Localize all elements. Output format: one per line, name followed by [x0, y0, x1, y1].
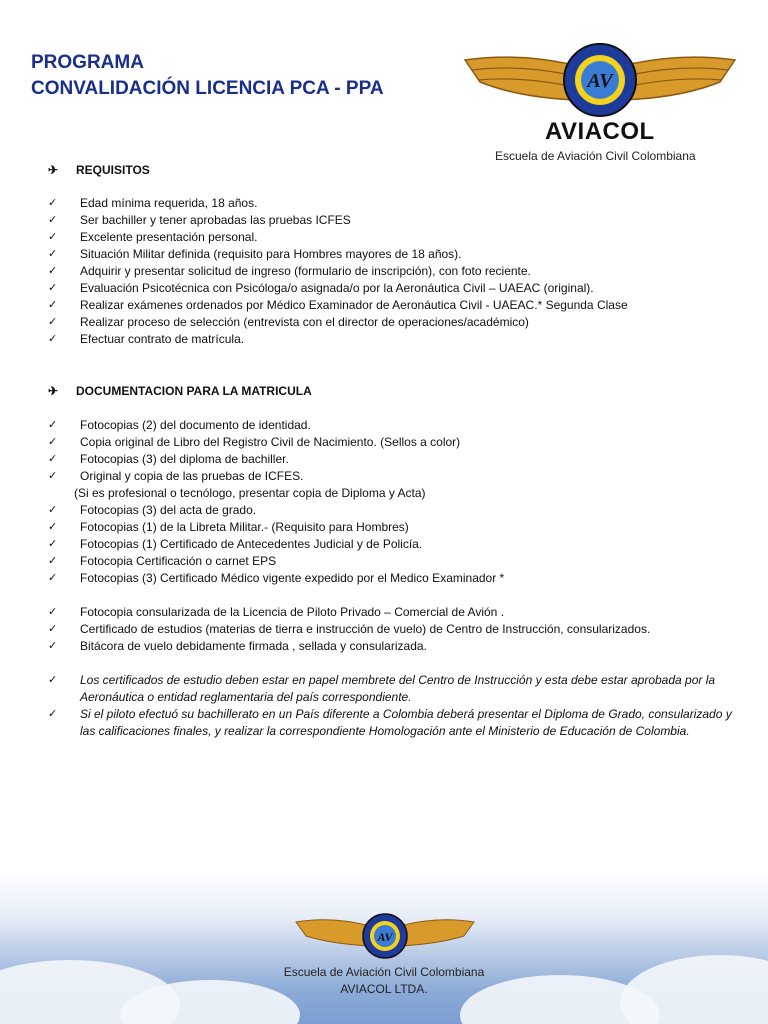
- list-item: ✓ Fotocopias (3) del acta de grado.: [48, 503, 257, 517]
- note-text: (Si es profesional o tecnólogo, presentar copia de Diploma y Acta): [74, 486, 426, 500]
- checkmark-icon: ✓: [48, 640, 58, 652]
- list-item: ✓ Evaluación Psicotécnica con Psicóloga/o asignada/o por la Aeronáutica Civil – UAEAC (original).: [48, 281, 594, 295]
- requisitos-heading: [48, 163, 150, 177]
- documentacion-list: [48, 417, 748, 740]
- list-item: ✓ Fotocopias (3) Certificado Médico vigente expedido por el Medico Examinador *: [48, 571, 505, 585]
- checkmark-icon: ✓: [48, 197, 58, 209]
- requisitos-list: [48, 195, 748, 348]
- list-item: ✓ Edad mínima requerida, 18 años.: [48, 196, 258, 210]
- checkmark-icon: ✓: [48, 248, 58, 260]
- list-item: ✓ Ser bachiller y tener aprobadas las pruebas ICFES: [48, 213, 351, 227]
- checkmark-icon: ✓: [48, 333, 58, 345]
- page-title: [31, 50, 384, 102]
- checkmark-icon: ✓: [48, 316, 58, 328]
- list-item: ✓ Fotocopias (1) de la Libreta Militar.- (Requisito para Hombres): [48, 520, 409, 534]
- list-item: ✓ Certificado de estudios (materias de tierra e instrucción de vuelo) de Centro de Instrucción, consularizados.: [48, 622, 651, 636]
- checkmark-icon: ✓: [48, 470, 58, 482]
- list-item: ✓ Fotocopia Certificación o carnet EPS: [48, 554, 277, 568]
- list-item: ✓ Fotocopias (3) del diploma de bachiller.: [48, 452, 289, 466]
- list-item: ✓ Original y copia de las pruebas de ICFES.: [48, 469, 304, 483]
- documentacion-heading: [48, 384, 312, 398]
- list-item: ✓ Situación Militar definida (requisito para Hombres mayores de 18 años).: [48, 247, 462, 261]
- checkmark-icon: ✓: [48, 555, 58, 567]
- checkmark-icon: ✓: [48, 436, 58, 448]
- seal-initials: AV: [587, 70, 613, 92]
- checkmark-icon: ✓: [48, 214, 58, 226]
- list-item: ✓ Fotocopias (2) del documento de identidad.: [48, 418, 311, 432]
- airplane-icon: ✈: [48, 163, 59, 177]
- aviacol-wings-logo-small: [292, 912, 478, 968]
- list-item: ✓ Efectuar contrato de matrícula.: [48, 332, 245, 346]
- documentacion-heading-label: DOCUMENTACION PARA LA MATRICULA: [76, 384, 312, 398]
- checkmark-icon: ✓: [48, 265, 58, 277]
- logo-subtitle: Escuela de Aviación Civil Colombiana: [495, 149, 696, 163]
- checkmark-icon: ✓: [48, 708, 58, 720]
- seal-initials-small: AV: [377, 930, 393, 944]
- checkmark-icon: ✓: [48, 419, 58, 431]
- checkmark-icon: ✓: [48, 231, 58, 243]
- list-item: ✓ Realizar exámenes ordenados por Médico Examinador de Aeronáutica Civil - UAEAC.* Segunda Clase: [48, 298, 628, 312]
- list-item: ✓ Fotocopia consularizada de la Licencia de Piloto Privado – Comercial de Avión .: [48, 605, 505, 619]
- checkmark-icon: ✓: [48, 623, 58, 635]
- title-line-1: PROGRAMA: [31, 52, 144, 73]
- checkmark-icon: ✓: [48, 572, 58, 584]
- footer-line-1: Escuela de Aviación Civil Colombiana: [283, 965, 485, 979]
- list-item: ✓ Bitácora de vuelo debidamente firmada , sellada y consularizada.: [48, 639, 427, 653]
- list-item: ✓ Si el piloto efectuó su bachillerato en un País diferente a Colombia deberá presentar el Diploma de Grado, consularizado y las calificaciones finales, y realizar la correspondiente Homologación ante el Ministerio de Educación de Colombia.: [48, 707, 732, 738]
- airplane-icon: ✈: [48, 384, 59, 398]
- checkmark-icon: ✓: [48, 282, 58, 294]
- list-item: ✓ Realizar proceso de selección (entrevista con el director de operaciones/académico): [48, 315, 529, 329]
- list-item: ✓ Adquirir y presentar solicitud de ingreso (formulario de inscripción), con foto reciente.: [48, 264, 531, 278]
- footer-line-2: AVIACOL LTDA.: [340, 982, 428, 996]
- checkmark-icon: ✓: [48, 606, 58, 618]
- checkmark-icon: ✓: [48, 538, 58, 550]
- checkmark-icon: ✓: [48, 674, 58, 686]
- list-item: ✓ Los certificados de estudio deben estar en papel membrete del Centro de Instrucción y esta debe estar aprobada por la Aeronáutica o entidad reglamentaria del país correspondiente.: [48, 673, 716, 704]
- checkmark-icon: ✓: [48, 453, 58, 465]
- checkmark-icon: ✓: [48, 504, 58, 516]
- spacer: [48, 587, 748, 604]
- checkmark-icon: ✓: [48, 521, 58, 533]
- list-item: ✓ Fotocopias (1) Certificado de Antecedentes Judicial y de Policía.: [48, 537, 423, 551]
- logo-name: AVIACOL: [545, 118, 655, 145]
- checkmark-icon: ✓: [48, 299, 58, 311]
- spacer: [48, 655, 748, 672]
- requisitos-heading-label: REQUISITOS: [76, 163, 150, 177]
- list-item: ✓ Excelente presentación personal.: [48, 230, 258, 244]
- list-item: ✓ Copia original de Libro del Registro Civil de Nacimiento. (Sellos a color): [48, 435, 461, 449]
- title-line-2: CONVALIDACIÓN LICENCIA PCA - PPA: [31, 78, 384, 99]
